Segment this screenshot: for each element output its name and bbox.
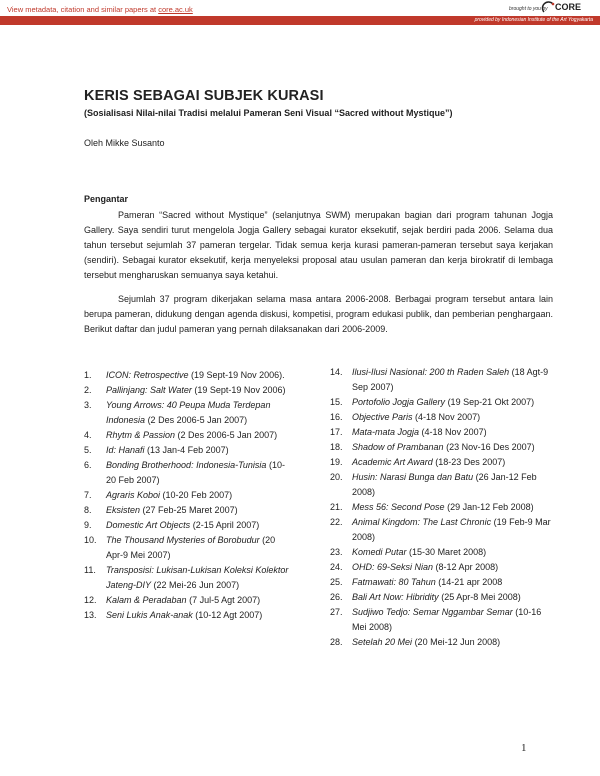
list-item: 4. Rhytm & Passion (2 Des 2006-5 Jan 2007) — [84, 430, 278, 440]
list-item: 9. Domestic Art Objects (2-15 April 2007) — [84, 520, 260, 530]
list-item: 22. Animal Kingdom: The Last Chronic (19 Feb-9 Mar 2008) — [330, 517, 551, 542]
list-item: 7. Agraris Koboi (10-20 Feb 2007) — [84, 490, 233, 500]
list-item: 21. Mess 56: Second Pose (29 Jan-12 Feb 2008) — [330, 502, 534, 512]
section-heading: Pengantar — [84, 194, 129, 204]
list-item: 28. Setelah 20 Mei (20 Mei-12 Jun 2008) — [330, 637, 501, 647]
page-number: 1 — [521, 742, 527, 754]
article-title: KERIS SEBAGAI SUBJEK KURASI — [84, 88, 324, 104]
list-item: 26. Bali Art Now: Hibridity (25 Apr-8 Mei 2008) — [330, 592, 521, 602]
core-logo[interactable] — [555, 2, 581, 12]
provided-by-bar — [0, 16, 600, 25]
list-item: 11. Transposisi: Lukisan-Lukisan Koleksi Kolektor Jateng-DIY (22 Mei-26 Jun 2007) — [84, 565, 289, 590]
list-item: 20. Husin: Narasi Bunga dan Batu (26 Jan-12 Feb 2008) — [330, 472, 537, 497]
list-item: 12. Kalam & Peradaban (7 Jul-5 Agt 2007) — [84, 595, 261, 605]
list-item: 23. Komedi Putar (15-30 Maret 2008) — [330, 547, 487, 557]
article-subtitle: (Sosialisasi Nilai-nilai Tradisi melalui Pameran Seni Visual “Sacred without Mystique”) — [84, 108, 453, 118]
list-item: 25. Fatmawati: 80 Tahun (14-21 apr 2008 — [330, 577, 503, 587]
paragraph-2: Sejumlah 37 program dikerjakan selama masa antara 2006-2008. Berbagai program tersebut antara lain berupa pameran, didukung dengan agenda diskusi, kompetisi, program edukasi publik, dan pemberian penghargaan. Berikut daftar dan judul pameran yang pernah dilaksanakan dari 2006-2009. — [84, 294, 553, 334]
list-item: 27. Sudjiwo Tedjo: Semar Nggambar Semar (10-16 Mei 2008) — [330, 607, 542, 632]
list-item: 8. Eksisten (27 Feb-25 Maret 2007) — [84, 505, 238, 515]
core-banner — [0, 0, 600, 27]
exhibition-list-right — [330, 365, 558, 650]
core-ac-uk-link[interactable]: core.ac.uk — [158, 5, 193, 14]
list-item: 18. Shadow of Prambanan (23 Nov-16 Des 2007) — [330, 442, 535, 452]
list-item: 17. Mata-mata Jogja (4-18 Nov 2007) — [330, 427, 487, 437]
list-item: 10. The Thousand Mysteries of Borobudur (20 Apr-9 Mei 2007) — [84, 535, 276, 560]
provided-by-text: provided by Indonesian Institute of the Art Yogyakarta — [474, 17, 593, 23]
brought-to-you-label: brought to you by — [509, 6, 548, 12]
list-item: 6. Bonding Brotherhood: Indonesia-Tunisia (10-20 Feb 2007) — [84, 460, 285, 485]
metadata-link-label: View metadata, citation and similar papers at — [7, 5, 157, 14]
paragraph-1: Pameran “Sacred without Mystique” (selanjutnya SWM) merupakan bagian dari program tahunan Jogja Gallery. Saya sendiri turut mengelola Jogja Gallery sebagai kurator eksekutif, sejak berdiri pada 2006. Selama dua tahun tersebut sejumlah 37 pameran tergelar. Tidak semua kerja kurasi pameran-pameran tersebut saya kerjakan (sendiri). Sebagai kurator eksekutif, kerja menyeleksi proposal atau usulan pameran dan kerja birokratif di lembaga tersebut mengharuskan semuanya saya ketahui. — [84, 210, 553, 280]
list-item: 19. Academic Art Award (18-23 Des 2007) — [330, 457, 506, 467]
core-logo-text: CORE — [555, 2, 582, 12]
list-item: 3. Young Arrows: 40 Peupa Muda Terdepan Indonesia (2 Des 2006-5 Jan 2007) — [84, 400, 271, 425]
list-item: 1. ICON: Retrospective (19 Sept-19 Nov 2006). — [84, 370, 285, 380]
list-item: 13. Seni Lukis Anak-anak (10-12 Agt 2007) — [84, 610, 263, 620]
list-item: 14. Ilusi-Ilusi Nasional: 200 th Raden Saleh (18 Agt-9 Sep 2007) — [330, 367, 549, 392]
list-item: 2. Pallinjang: Salt Water (19 Sept-19 Nov 2006) — [84, 385, 286, 395]
metadata-link-text — [7, 5, 193, 14]
exhibition-list-left — [84, 368, 290, 623]
list-item: 5. Id: Hanafi (13 Jan-4 Feb 2007) — [84, 445, 229, 455]
core-logo-icon — [541, 0, 557, 16]
list-item: 15. Portofolio Jogja Gallery (19 Sep-21 Okt 2007) — [330, 397, 535, 407]
list-item: 24. OHD: 69-Seksi Nian (8-12 Apr 2008) — [330, 562, 499, 572]
article-author: Oleh Mikke Susanto — [84, 138, 165, 148]
list-item: 16. Objective Paris (4-18 Nov 2007) — [330, 412, 481, 422]
